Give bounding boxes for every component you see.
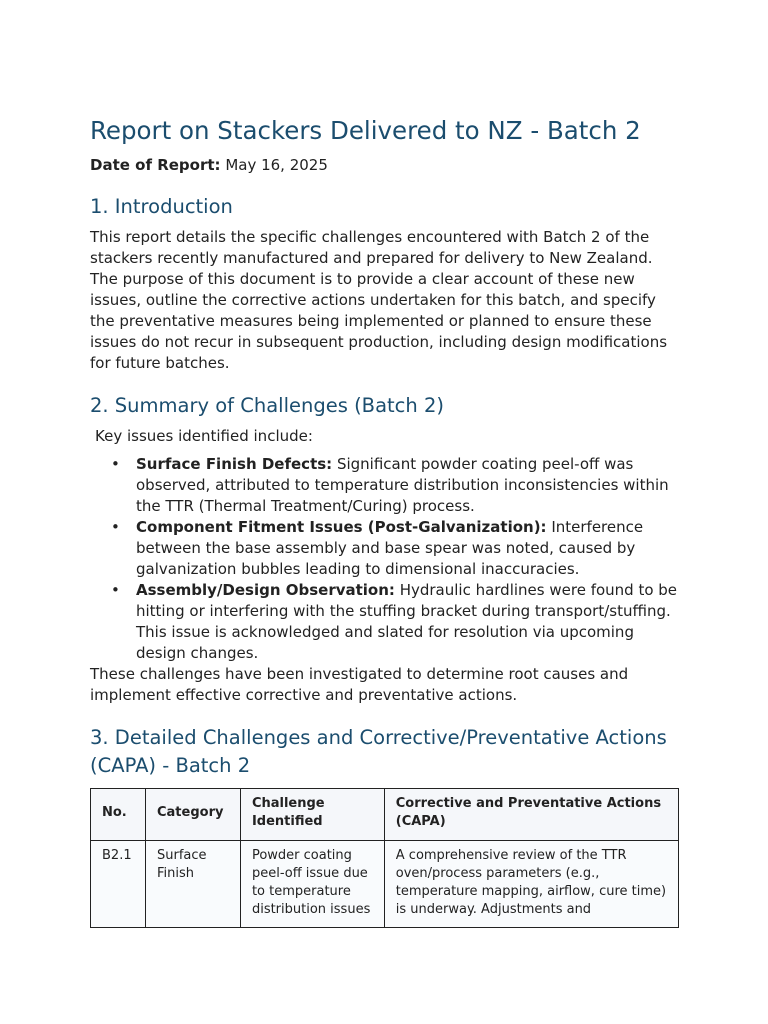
column-header-capa: Corrective and Preventative Actions (CAPA) bbox=[384, 789, 678, 841]
column-header-challenge: Challenge Identified bbox=[240, 789, 384, 841]
list-item-label: Assembly/Design Observation: bbox=[136, 581, 395, 599]
cell-text: A comprehensive review of the TTR oven/process parameters (e.g., temperature mapping, airflow, cure time) is underway. Adjustments and bbox=[395, 848, 667, 917]
cell-text: Powder coating peel-off issue due to temperature distribution issues bbox=[251, 848, 371, 917]
list-item-label: Component Fitment Issues (Post-Galvanization): bbox=[136, 518, 547, 536]
table-header-row bbox=[91, 789, 679, 841]
cell-text: B2.1 bbox=[102, 848, 132, 863]
summary-closing: These challenges have been investigated to determine root causes and implement effective corrective and preventative actions. bbox=[90, 665, 629, 704]
column-header-no: No. bbox=[91, 789, 146, 841]
list-item-label: Surface Finish Defects: bbox=[136, 455, 333, 473]
cell-text: Surface Finish bbox=[156, 848, 207, 881]
bullet-icon: • bbox=[111, 518, 120, 536]
table-row bbox=[91, 841, 679, 928]
date-label: Date of Report: bbox=[90, 156, 221, 174]
list-item bbox=[111, 517, 680, 580]
column-header-category: Category bbox=[145, 789, 240, 841]
report-title: Report on Stackers Delivered to NZ - Batch 2 bbox=[90, 116, 641, 145]
challenge-list bbox=[90, 454, 680, 664]
list-item-text: Significant powder coating peel-off was observed, attributed to temperature distribution inconsistencies within the TTR (Thermal Treatment/Curing) process. bbox=[136, 455, 669, 515]
capa-heading: 3. Detailed Challenges and Corrective/Preventative Actions (CAPA) - Batch 2 bbox=[90, 726, 667, 777]
bullet-icon: • bbox=[111, 455, 120, 473]
list-item bbox=[111, 580, 680, 664]
summary-heading: 2. Summary of Challenges (Batch 2) bbox=[90, 394, 444, 417]
report-page bbox=[90, 114, 680, 928]
summary-lead: Key issues identified include: bbox=[95, 427, 313, 445]
cell-challenge bbox=[240, 841, 384, 928]
list-item bbox=[111, 454, 680, 517]
cell-no bbox=[91, 841, 146, 928]
cell-capa bbox=[384, 841, 678, 928]
introduction-paragraph: This report details the specific challenges encountered with Batch 2 of the stackers recently manufactured and prepared for delivery to New Zealand. The purpose of this document is to provide a clear account of these new issues, outline the corrective actions undertaken for this batch, and specify the preventative measures being implemented or planned to ensure these issues do not recur in subsequent production, including design modifications for future batches. bbox=[90, 228, 668, 372]
cell-category bbox=[145, 841, 240, 928]
report-date bbox=[90, 155, 680, 175]
list-item-text: Hydraulic hardlines were found to be hitting or interfering with the stuffing bracket during transport/stuffing. This issue is acknowledged and slated for resolution via upcoming design changes. bbox=[136, 581, 678, 662]
list-item-text: Interference between the base assembly and base spear was noted, caused by galvanization bubbles leading to dimensional inaccuracies. bbox=[136, 518, 644, 578]
capa-table bbox=[90, 788, 679, 928]
bullet-icon: • bbox=[111, 581, 120, 599]
date-value: May 16, 2025 bbox=[225, 156, 328, 174]
introduction-heading: 1. Introduction bbox=[90, 195, 233, 218]
